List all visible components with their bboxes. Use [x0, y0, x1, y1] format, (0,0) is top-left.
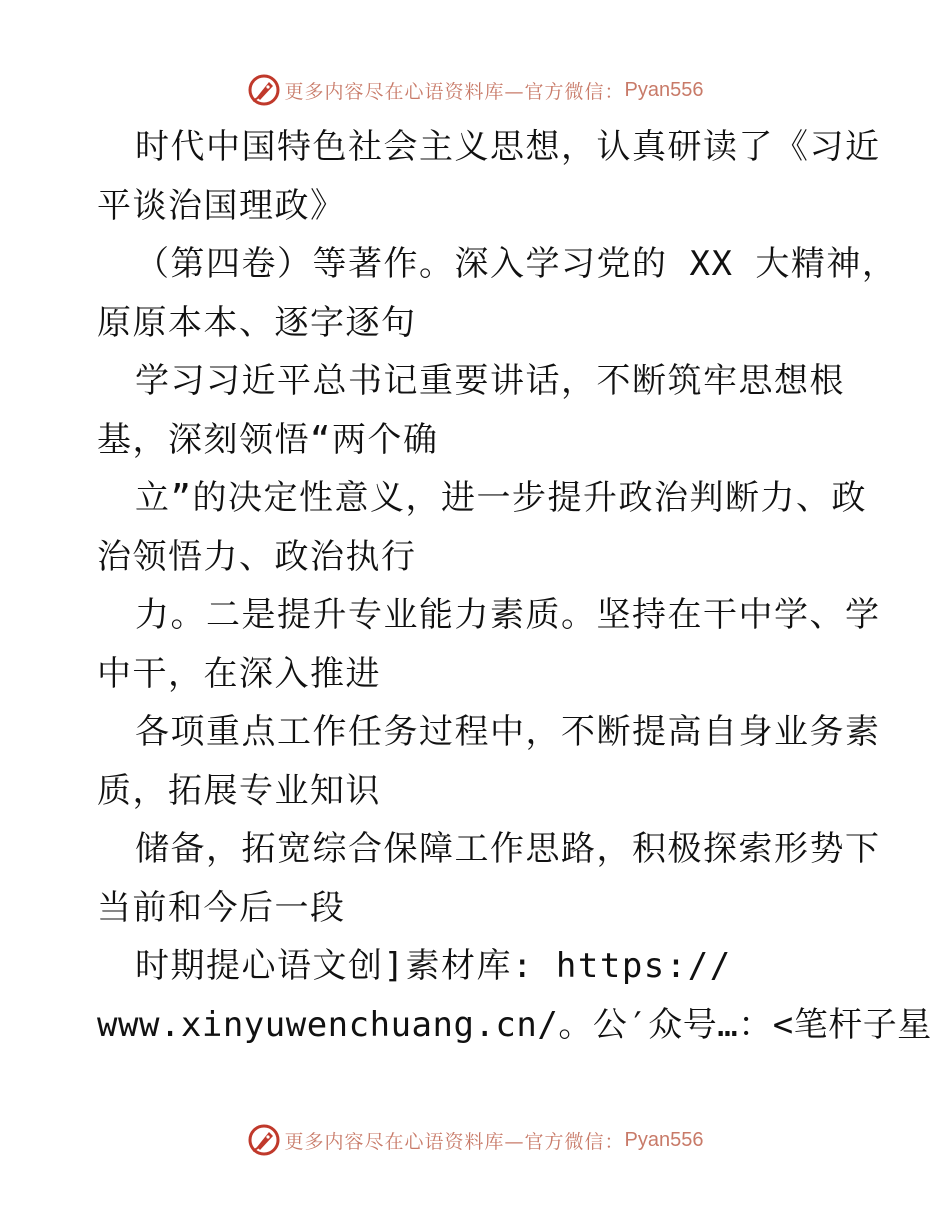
text-line: 力。二是提升专业能力素质。坚持在干中学、学: [135, 595, 881, 635]
pen-nib-logo-icon: [247, 73, 281, 107]
text-line: 原原本本、逐字逐句: [97, 302, 417, 343]
text-line: 基，深刻领悟“两个确: [97, 419, 439, 460]
text-line: 中干，在深入推进: [97, 653, 381, 694]
watermark-header: [0, 70, 950, 110]
text-line: 治领悟力、政治执行: [97, 536, 417, 577]
text-line: 质，拓展专业知识: [97, 770, 381, 811]
text-line: 平谈治国理政》: [97, 185, 346, 226]
watermark-id: Pyan556: [624, 1128, 704, 1151]
text-line: （第四卷）等著作。深入学习党的 XX 大精神，: [135, 244, 898, 284]
text-line: 时期提心语文创]素材库: https://: [135, 946, 732, 986]
watermark-text: 更多内容尽在心语资料库—官方微信：: [284, 80, 625, 103]
watermark-footer: [0, 1120, 950, 1160]
document-body: [97, 118, 932, 1054]
watermark-text: 更多内容尽在心语资料库—官方微信：: [284, 1130, 625, 1153]
text-line: 学习习近平总书记重要讲话，不断筑牢思想根: [135, 361, 845, 401]
text-line: 储备，拓宽综合保障工作思路，积极探索形势下: [135, 829, 881, 869]
text-line: 各项重点工作任务过程中，不断提高自身业务素: [135, 712, 881, 752]
text-line: 当前和今后一段: [97, 887, 346, 928]
text-line: www.xinyuwenchuang.cn/。公′众号…：<笔杆子星: [97, 1004, 932, 1045]
text-line: 立”的决定性意义，进一步提升政治判断力、政: [135, 478, 867, 518]
watermark-id: Pyan556: [624, 78, 704, 101]
pen-nib-logo-icon: [247, 1123, 281, 1157]
text-line: 时代中国特色社会主义思想，认真研读了《习近: [135, 127, 881, 167]
